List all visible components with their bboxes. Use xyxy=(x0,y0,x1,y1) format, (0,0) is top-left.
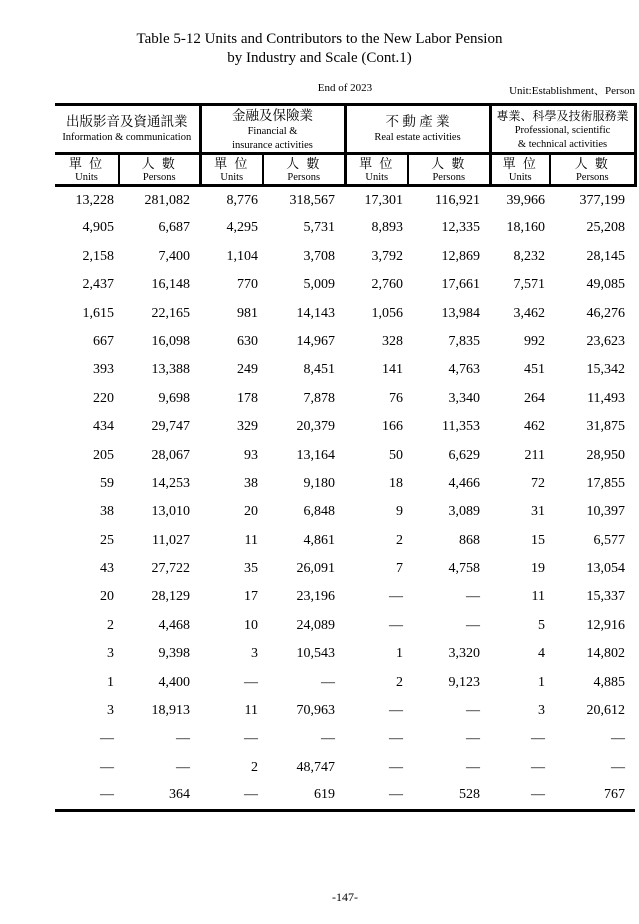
units-value-cell: 7,571 xyxy=(513,277,546,293)
units-zh: 單 位 xyxy=(68,155,105,171)
units-value-cell: 451 xyxy=(524,362,546,378)
units-value-cell: 2,158 xyxy=(82,248,114,264)
persons-value-cell: 14,967 xyxy=(296,333,336,349)
persons-value-cell: 4,468 xyxy=(158,617,191,633)
units-value-cell: 10 xyxy=(244,617,259,633)
persons-value-cell: — xyxy=(466,589,481,605)
table-row xyxy=(55,640,635,668)
group-header-row xyxy=(55,105,635,154)
table-row xyxy=(55,668,635,696)
group-zh-label: 出版影音及資通訊業 xyxy=(66,114,188,130)
units-value-cell: 2 xyxy=(251,759,259,775)
persons-value-cell: 7,878 xyxy=(303,390,336,406)
persons-value-cell: 13,984 xyxy=(441,305,481,321)
persons-value-cell: 24,089 xyxy=(296,617,336,633)
persons-value-cell: 12,869 xyxy=(441,248,481,264)
page-title xyxy=(0,30,639,68)
units-value-cell: — xyxy=(389,759,404,775)
units-value-cell: 43 xyxy=(100,561,114,577)
group-en-label2 xyxy=(347,144,489,146)
units-value-cell: 50 xyxy=(389,447,404,463)
persons-value-cell: 18,913 xyxy=(151,703,191,719)
units-value-cell: — xyxy=(389,787,404,803)
table-row xyxy=(55,243,635,271)
units-zh: 單 位 xyxy=(214,155,250,171)
table-row xyxy=(55,385,635,413)
units-value-cell: 31 xyxy=(531,504,546,520)
units-value-cell: — xyxy=(244,731,259,747)
units-value-cell: 3 xyxy=(107,646,114,662)
persons-value-cell: 6,629 xyxy=(448,447,481,463)
unit-note: Unit:Establishment、Person xyxy=(509,85,635,97)
persons-value-cell: 9,398 xyxy=(158,646,191,662)
units-value-cell: — xyxy=(100,759,114,775)
persons-value-cell: 11,493 xyxy=(587,390,626,406)
units-value-cell: — xyxy=(244,674,259,690)
units-value-cell: 5 xyxy=(538,617,546,633)
units-value-cell: 18,160 xyxy=(506,220,546,236)
units-value-cell: 2 xyxy=(396,532,404,548)
persons-value-cell: 25,208 xyxy=(586,220,626,236)
group-zh-label: 不 動 產 業 xyxy=(385,114,450,130)
persons-value-cell: 27,722 xyxy=(151,561,191,577)
units-value-cell: 630 xyxy=(237,333,259,349)
persons-value-cell: — xyxy=(466,731,481,747)
subheader-persons-1 xyxy=(119,154,200,186)
persons-value-cell: — xyxy=(176,731,191,747)
persons-value-cell: 20,612 xyxy=(586,703,626,719)
persons-en: Persons xyxy=(287,171,321,183)
table-row xyxy=(55,697,635,725)
persons-value-cell: 868 xyxy=(459,532,481,548)
persons-value-cell: 23,623 xyxy=(586,333,626,349)
units-value-cell: 1,056 xyxy=(371,305,404,321)
units-value-cell: — xyxy=(389,617,404,633)
units-value-cell: 3 xyxy=(107,703,114,719)
persons-value-cell: 70,963 xyxy=(296,703,336,719)
group-en-label: Financial & xyxy=(247,126,298,138)
persons-value-cell: — xyxy=(611,759,626,775)
units-value-cell: 328 xyxy=(382,333,404,349)
persons-value-cell: — xyxy=(321,674,336,690)
persons-value-cell: 16,098 xyxy=(151,333,191,349)
persons-zh: 人 數 xyxy=(286,155,322,171)
persons-value-cell: 4,400 xyxy=(158,674,191,690)
units-value-cell: 1,615 xyxy=(82,305,114,321)
group-en-label: Professional, scientific xyxy=(514,125,611,137)
persons-value-cell: 116,921 xyxy=(435,192,481,208)
units-en: Units xyxy=(220,171,244,183)
persons-value-cell: 13,054 xyxy=(586,561,626,577)
units-value-cell: 11 xyxy=(244,703,259,719)
group-zh-label: 專業、科學及技術服務業 xyxy=(496,108,629,123)
units-value-cell: 166 xyxy=(382,419,404,435)
units-value-cell: 4,905 xyxy=(82,220,114,236)
units-value-cell: 17,301 xyxy=(364,192,404,208)
units-value-cell: 3,462 xyxy=(513,305,546,321)
persons-value-cell: 28,145 xyxy=(586,248,626,264)
units-value-cell: 178 xyxy=(237,390,259,406)
persons-value-cell: 3,708 xyxy=(303,248,336,264)
period-label: End of 2023 xyxy=(317,82,373,94)
units-value-cell: 1,104 xyxy=(226,248,259,264)
units-value-cell: — xyxy=(531,731,546,747)
persons-value-cell: — xyxy=(611,731,626,747)
persons-value-cell: 377,199 xyxy=(579,192,626,208)
table-meta xyxy=(55,82,635,98)
units-value-cell: 38 xyxy=(100,504,114,520)
persons-value-cell: 5,731 xyxy=(303,220,336,236)
persons-value-cell: 4,861 xyxy=(303,532,336,548)
persons-value-cell: 31,875 xyxy=(586,419,626,435)
table-row xyxy=(55,186,635,214)
units-en: Units xyxy=(75,171,98,183)
units-value-cell: 11 xyxy=(244,532,259,548)
group-header-information-communication xyxy=(55,105,200,154)
units-value-cell: — xyxy=(100,731,114,747)
units-value-cell: 4 xyxy=(538,646,546,662)
units-value-cell: 38 xyxy=(244,475,259,491)
units-value-cell: 8,776 xyxy=(226,192,259,208)
persons-en: Persons xyxy=(142,171,176,183)
units-value-cell: 264 xyxy=(524,390,546,406)
units-value-cell: 11 xyxy=(531,589,546,605)
statistics-table xyxy=(55,103,637,812)
table-row xyxy=(55,754,635,782)
persons-value-cell: 28,950 xyxy=(586,447,626,463)
units-value-cell: — xyxy=(389,731,404,747)
persons-value-cell: 26,091 xyxy=(296,561,336,577)
units-value-cell: 35 xyxy=(244,561,259,577)
units-value-cell: 220 xyxy=(93,390,114,406)
persons-value-cell: 16,148 xyxy=(151,277,191,293)
persons-value-cell: 4,466 xyxy=(448,475,481,491)
persons-value-cell: 28,129 xyxy=(151,589,191,605)
page-number: -147- xyxy=(332,890,358,904)
units-value-cell: 39,966 xyxy=(506,192,546,208)
units-value-cell: 205 xyxy=(93,447,114,463)
subheader-persons-2 xyxy=(263,154,345,186)
persons-value-cell: 364 xyxy=(169,787,191,803)
group-zh-label: 金融及保險業 xyxy=(232,108,314,123)
units-value-cell: 1 xyxy=(396,646,404,662)
table-row xyxy=(55,498,635,526)
units-value-cell: 8,893 xyxy=(371,220,404,236)
persons-value-cell: 22,165 xyxy=(151,305,191,321)
persons-value-cell: — xyxy=(176,759,191,775)
units-value-cell: — xyxy=(531,759,546,775)
persons-value-cell: — xyxy=(321,731,336,747)
group-header-financial-insurance xyxy=(200,105,345,154)
table-row xyxy=(55,470,635,498)
units-value-cell: 3 xyxy=(538,703,546,719)
units-value-cell: 15 xyxy=(531,532,546,548)
units-value-cell: 249 xyxy=(237,362,259,378)
table-row xyxy=(55,214,635,242)
persons-value-cell: 4,885 xyxy=(593,674,626,690)
subheader-persons-3 xyxy=(408,154,490,186)
persons-value-cell: 14,802 xyxy=(586,646,626,662)
persons-value-cell: 3,320 xyxy=(448,646,481,662)
persons-value-cell: 12,916 xyxy=(586,617,626,633)
persons-value-cell: 23,196 xyxy=(296,589,336,605)
units-value-cell: — xyxy=(244,787,259,803)
table-row xyxy=(55,782,635,810)
group-en-label: Real estate activities xyxy=(374,132,461,144)
units-value-cell: 2,760 xyxy=(371,277,404,293)
persons-zh: 人 數 xyxy=(141,155,177,171)
persons-value-cell: 17,855 xyxy=(586,475,626,491)
units-value-cell: 2 xyxy=(396,674,404,690)
group-header-professional-scientific xyxy=(490,105,635,154)
group-en-label: Information & communication xyxy=(62,132,192,144)
persons-value-cell: 13,388 xyxy=(151,362,191,378)
persons-value-cell: 12,335 xyxy=(441,220,481,236)
subheader-persons-4 xyxy=(550,154,635,186)
table-row xyxy=(55,441,635,469)
persons-value-cell: 8,451 xyxy=(303,362,336,378)
persons-zh: 人 數 xyxy=(574,155,610,171)
units-value-cell: 667 xyxy=(93,333,114,349)
persons-value-cell: 6,848 xyxy=(303,504,336,520)
sub-header-row xyxy=(55,154,635,186)
persons-value-cell: 10,397 xyxy=(586,504,626,520)
group-en-label2: insurance activities xyxy=(232,140,313,152)
persons-value-cell: 13,010 xyxy=(151,504,191,520)
units-value-cell: 9 xyxy=(396,504,404,520)
persons-value-cell: 7,400 xyxy=(158,248,191,264)
persons-value-cell: 14,143 xyxy=(296,305,336,321)
units-value-cell: 3 xyxy=(251,646,259,662)
persons-value-cell: 9,698 xyxy=(158,390,191,406)
units-value-cell: — xyxy=(389,703,404,719)
persons-value-cell: 767 xyxy=(604,787,626,803)
group-header-real-estate xyxy=(345,105,490,154)
units-value-cell: 25 xyxy=(100,532,114,548)
units-value-cell: 981 xyxy=(237,305,259,321)
units-value-cell: 2 xyxy=(107,617,114,633)
units-value-cell: 329 xyxy=(237,419,259,435)
units-value-cell: 19 xyxy=(531,561,546,577)
units-value-cell: — xyxy=(531,787,546,803)
persons-value-cell: 3,089 xyxy=(448,504,481,520)
persons-value-cell: 48,747 xyxy=(296,759,336,775)
units-value-cell: 17 xyxy=(244,589,259,605)
persons-value-cell: 11,353 xyxy=(442,419,481,435)
persons-value-cell: 528 xyxy=(459,787,481,803)
table-row xyxy=(55,299,635,327)
persons-value-cell: 11,027 xyxy=(152,532,191,548)
units-value-cell: 20 xyxy=(244,504,259,520)
table-row xyxy=(55,356,635,384)
units-value-cell: 93 xyxy=(244,447,259,463)
persons-value-cell: 3,340 xyxy=(448,390,481,406)
table-row xyxy=(55,527,635,555)
group-en-label2 xyxy=(55,144,199,146)
units-value-cell: 1 xyxy=(538,674,546,690)
table-row xyxy=(55,583,635,611)
persons-value-cell: 9,180 xyxy=(303,475,336,491)
persons-value-cell: 281,082 xyxy=(144,192,191,208)
units-value-cell: 3,792 xyxy=(371,248,404,264)
units-value-cell: 1 xyxy=(107,674,114,690)
persons-value-cell: 46,276 xyxy=(586,305,626,321)
subheader-units-3 xyxy=(345,154,408,186)
units-value-cell: 13,228 xyxy=(75,192,114,208)
units-zh: 單 位 xyxy=(502,155,538,171)
units-value-cell: 2,437 xyxy=(82,277,114,293)
persons-en: Persons xyxy=(575,171,609,183)
units-value-cell: 434 xyxy=(93,419,114,435)
units-value-cell: 393 xyxy=(93,362,114,378)
persons-value-cell: 49,085 xyxy=(586,277,626,293)
units-value-cell: 992 xyxy=(524,333,546,349)
units-en: Units xyxy=(365,171,389,183)
persons-value-cell: 5,009 xyxy=(303,277,336,293)
units-value-cell: 141 xyxy=(382,362,404,378)
subheader-units-2 xyxy=(200,154,263,186)
persons-value-cell: 28,067 xyxy=(151,447,191,463)
units-value-cell: 8,232 xyxy=(513,248,546,264)
persons-value-cell: 17,661 xyxy=(441,277,481,293)
persons-value-cell: 6,577 xyxy=(593,532,626,548)
persons-value-cell: 7,835 xyxy=(448,333,481,349)
table-body xyxy=(55,186,635,811)
persons-value-cell: 9,123 xyxy=(448,674,481,690)
units-zh: 單 位 xyxy=(359,155,395,171)
persons-value-cell: 6,687 xyxy=(158,220,191,236)
page-title-line1: Table 5-12 Units and Contributors to the New Labor Pension xyxy=(136,31,503,47)
persons-value-cell: 4,758 xyxy=(448,561,481,577)
persons-value-cell: 20,379 xyxy=(296,419,336,435)
persons-value-cell: 619 xyxy=(314,787,336,803)
persons-value-cell: 13,164 xyxy=(296,447,336,463)
units-value-cell: 18 xyxy=(389,475,404,491)
persons-en: Persons xyxy=(432,171,466,183)
persons-value-cell: — xyxy=(466,617,481,633)
table-row xyxy=(55,555,635,583)
persons-value-cell: 10,543 xyxy=(296,646,336,662)
persons-value-cell: 15,337 xyxy=(586,589,626,605)
persons-value-cell: 318,567 xyxy=(289,192,336,208)
group-en-label2: & technical activities xyxy=(517,139,608,151)
persons-zh: 人 數 xyxy=(431,155,467,171)
persons-value-cell: 4,763 xyxy=(448,362,481,378)
table-row xyxy=(55,413,635,441)
persons-value-cell: 14,253 xyxy=(151,475,191,491)
page-title-line2: by Industry and Scale (Cont.1) xyxy=(227,49,412,66)
units-value-cell: 72 xyxy=(531,475,546,491)
table-row xyxy=(55,328,635,356)
persons-value-cell: 15,342 xyxy=(586,362,626,378)
subheader-units-1 xyxy=(55,154,119,186)
units-value-cell: 770 xyxy=(237,277,259,293)
units-value-cell: 4,295 xyxy=(226,220,259,236)
persons-value-cell: — xyxy=(466,759,481,775)
units-value-cell: 59 xyxy=(100,475,114,491)
units-value-cell: 20 xyxy=(100,589,114,605)
units-value-cell: 76 xyxy=(389,390,404,406)
table-row xyxy=(55,725,635,753)
persons-value-cell: — xyxy=(466,703,481,719)
table-row xyxy=(55,612,635,640)
units-value-cell: 7 xyxy=(396,561,404,577)
units-value-cell: 462 xyxy=(524,419,546,435)
units-value-cell: — xyxy=(100,787,114,803)
units-en: Units xyxy=(508,171,532,183)
units-value-cell: 211 xyxy=(524,447,546,463)
persons-value-cell: 29,747 xyxy=(151,419,191,435)
subheader-units-4 xyxy=(490,154,550,186)
units-value-cell: — xyxy=(389,589,404,605)
table-row xyxy=(55,271,635,299)
